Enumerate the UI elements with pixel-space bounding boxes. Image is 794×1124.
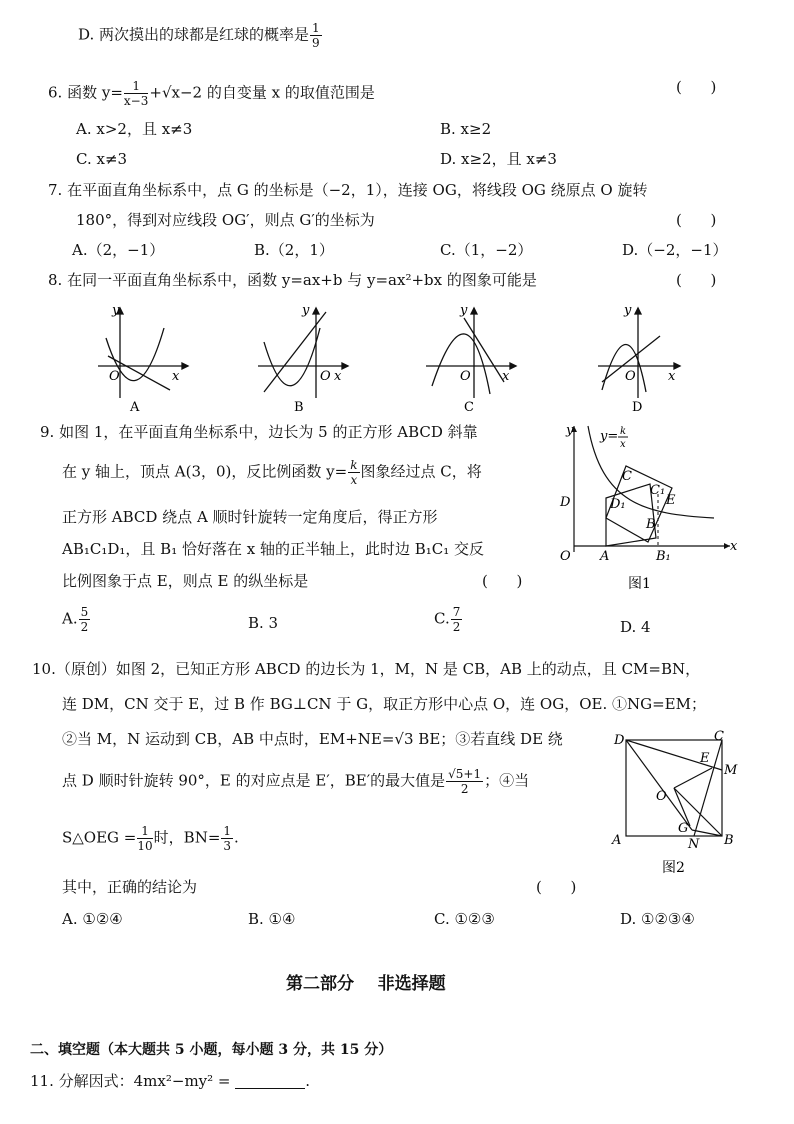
q10-text-1: （原创）如图 2，已知正方形 ABCD 的边长为 1，M，N 是 CB，AB 上的动点，且 CM=BN， <box>55 660 701 678</box>
q5-option-d <box>78 22 323 49</box>
fig1-caption: 图1 <box>628 576 651 592</box>
q6-fraction: $\frac{1}{x-3}$ <box>123 79 149 108</box>
q10-s-fraction: $\frac{1}{10}$ <box>137 824 153 853</box>
fig1-point-b1: B₁ <box>656 549 671 564</box>
q10-bn-fraction: $\frac{1}{3}$ <box>223 824 232 853</box>
q8-graph-b-y: y <box>302 303 310 318</box>
q8-graph-d-label: D <box>632 400 643 415</box>
section2-heading: 二、填空题（本大题共 5 小题，每小题 3 分，共 15 分） <box>30 1042 393 1058</box>
q10-option-c: C. ①②③ <box>434 910 495 928</box>
fig1-func-k: k <box>620 426 627 437</box>
q10-option-d: D. ①②③④ <box>620 910 695 928</box>
q10-line5: S△OEG = $\frac{1}{10}$ 时，BN= $\frac{1}{3}$ . <box>62 824 239 853</box>
q6-option-c: C. x≠3 <box>76 150 128 168</box>
fig1-func-x: x <box>620 439 626 450</box>
q8-number: 8. <box>48 271 63 289</box>
q9-text-1: 如图 1，在平面直角坐标系中，边长为 5 的正方形 ABCD 斜靠 <box>59 423 478 441</box>
q10-max-fraction: $\frac{√5+1}{2}$ <box>448 767 482 796</box>
q9-text-2b: 图象经过点 C，将 <box>360 462 482 481</box>
q8-graph-d-origin: O <box>625 369 636 384</box>
q7-answer-paren: ( ) <box>676 211 717 229</box>
q8-graph-b <box>258 308 348 398</box>
q9-text-2a: 在 y 轴上，顶点 A(3，0)，反比例函数 y= <box>62 462 348 481</box>
q10-line4: 点 D 顺时针旋转 90°，E 的对应点是 E′，BE′的最大值是 $\frac{√5+1}{2}$ ；④当 <box>62 767 530 796</box>
fig1-point-d1: D₁ <box>610 497 626 512</box>
q9-line4: AB₁C₁D₁，且 B₁ 恰好落在 x 轴的正半轴上，此时边 B₁C₁ 交反 <box>62 540 485 558</box>
fig2-point-d: D <box>614 733 625 748</box>
q9-option-b: B. 3 <box>248 614 279 632</box>
fig1-y: y <box>566 423 574 438</box>
q8-graph-b-origin: O <box>320 369 331 384</box>
fig1-point-c: C <box>622 469 632 484</box>
q7-number: 7. <box>48 181 63 199</box>
q9-line2 <box>62 459 482 486</box>
q6-option-a: A. x>2，且 x≠3 <box>76 120 193 138</box>
q9-figure-1 <box>554 418 744 596</box>
q8-graph-c-x: x <box>502 369 510 384</box>
q8-graph-a-origin: O <box>109 369 120 384</box>
q9-number: 9. <box>40 423 55 441</box>
fig2-point-m: M <box>724 763 738 778</box>
fig2-point-a: A <box>612 833 622 848</box>
q11: 11. 分解因式：4mx²−my² = . <box>30 1072 311 1090</box>
q9-option-a: A. $\frac{5}{2}$ <box>62 605 89 634</box>
q8-graph-c-label: C <box>464 400 474 415</box>
q8-graph-c <box>426 308 516 398</box>
q7-option-a: A.（2，−1） <box>72 241 165 259</box>
q7-option-b: B.（2，1） <box>254 241 334 259</box>
q8-graph-c-origin: O <box>460 369 471 384</box>
fig1-x: x <box>730 539 738 554</box>
q7-line1 <box>48 183 647 198</box>
fig2-point-n: N <box>688 837 700 852</box>
fig1-point-e: E <box>666 493 676 508</box>
q10-line1 <box>32 662 700 677</box>
fig2-point-e: E <box>700 751 710 766</box>
q7-line2: 180°，得到对应线段 OG′，则点 G′的坐标为 <box>76 211 375 229</box>
q10-line6: 其中，正确的结论为 <box>62 878 198 896</box>
q9-line3: 正方形 ABCD 绕点 A 顺时针旋转一定角度后，得正方形 <box>62 508 438 526</box>
q10-line2: 连 DM，CN 交于 E，过 B 作 BG⊥CN 于 G，取正方形中心点 O，连 OG，OE. ①NG=EM； <box>62 695 706 713</box>
q10-option-a: A. ①②④ <box>62 910 123 928</box>
q9-line1 <box>40 425 478 440</box>
q8-graph-a-y: y <box>112 303 120 318</box>
fig1-point-d: D <box>560 495 571 510</box>
fig1-point-b: B <box>646 517 656 532</box>
fig2-caption: 图2 <box>662 860 685 876</box>
fig2-point-c: C <box>714 729 724 744</box>
q9-line5: 比例图象于点 E，则点 E 的纵坐标是 <box>62 572 309 590</box>
q9-answer-paren: ( ) <box>482 572 523 590</box>
q8-stem <box>48 273 537 288</box>
q10-answer-paren: ( ) <box>536 878 577 896</box>
q7-text-1: 在平面直角坐标系中，点 G 的坐标是（−2，1），连接 OG，将线段 OG 绕原点 O 旋转 <box>67 181 648 199</box>
q7-option-d: D.（−2，−1） <box>622 241 728 259</box>
fig1-point-c1: C₁ <box>650 483 666 498</box>
q8-graph-d-x: x <box>668 369 676 384</box>
q8-graph-d-y: y <box>624 303 632 318</box>
q8-answer-paren: ( ) <box>676 271 717 289</box>
fig1-point-o: O <box>560 549 571 564</box>
q6-number: 6. <box>48 83 63 102</box>
q8-graph-c-y: y <box>460 303 468 318</box>
q7-option-c: C.（1，−2） <box>440 241 533 259</box>
fig1-func: y= <box>600 429 619 444</box>
q10-number: 10. <box>32 660 56 678</box>
q6-option-b: B. x≥2 <box>440 120 492 138</box>
q8-graph-b-label: B <box>294 400 304 415</box>
q11-text: 分解因式：4mx²−my² = <box>58 1072 231 1090</box>
q9-k-fraction: $\frac{k}{x}$ <box>350 458 358 487</box>
q8-graph-a-x: x <box>172 369 180 384</box>
fig2-point-o: O <box>656 789 667 804</box>
fig2-point-g: G <box>678 821 689 836</box>
q6-answer-paren: ( ) <box>676 78 717 96</box>
q5-option-d-text: D. 两次摸出的球都是红球的概率是 <box>78 25 310 44</box>
q5-option-d-fraction: $\frac{1}{9}$ <box>312 21 320 50</box>
q10-figure-2 <box>608 726 748 882</box>
q8-text: 在同一平面直角坐标系中，函数 y=ax+b 与 y=ax²+bx 的图象可能是 <box>67 271 537 289</box>
q8-graph-b-x: x <box>334 369 342 384</box>
q6-stem <box>48 80 375 107</box>
q10-option-b: B. ①④ <box>248 910 296 928</box>
q11-number: 11. <box>30 1072 54 1090</box>
q10-line3: ②当 M，N 运动到 CB，AB 中点时，EM+NE=√3 BE；③若直线 DE 绕 <box>62 730 563 748</box>
q6-option-d: D. x≥2，且 x≠3 <box>440 150 557 168</box>
q8-graphs <box>80 298 700 418</box>
q11-answer-blank[interactable] <box>235 1074 305 1089</box>
part2-title: 第二部分 非选择题 <box>286 974 446 994</box>
q6-stem-a: 函数 y= <box>67 83 123 102</box>
fig2-point-b: B <box>724 833 734 848</box>
q8-graph-a-label: A <box>130 400 140 415</box>
q8-graph-a <box>98 308 188 398</box>
q9-option-d: D. 4 <box>620 618 651 636</box>
fig1-point-a: A <box>600 549 610 564</box>
q6-stem-b: +√x−2 的自变量 x 的取值范围是 <box>149 83 375 102</box>
q8-graph-d <box>598 308 680 398</box>
q9-option-c: C. $\frac{7}{2}$ <box>434 605 461 634</box>
